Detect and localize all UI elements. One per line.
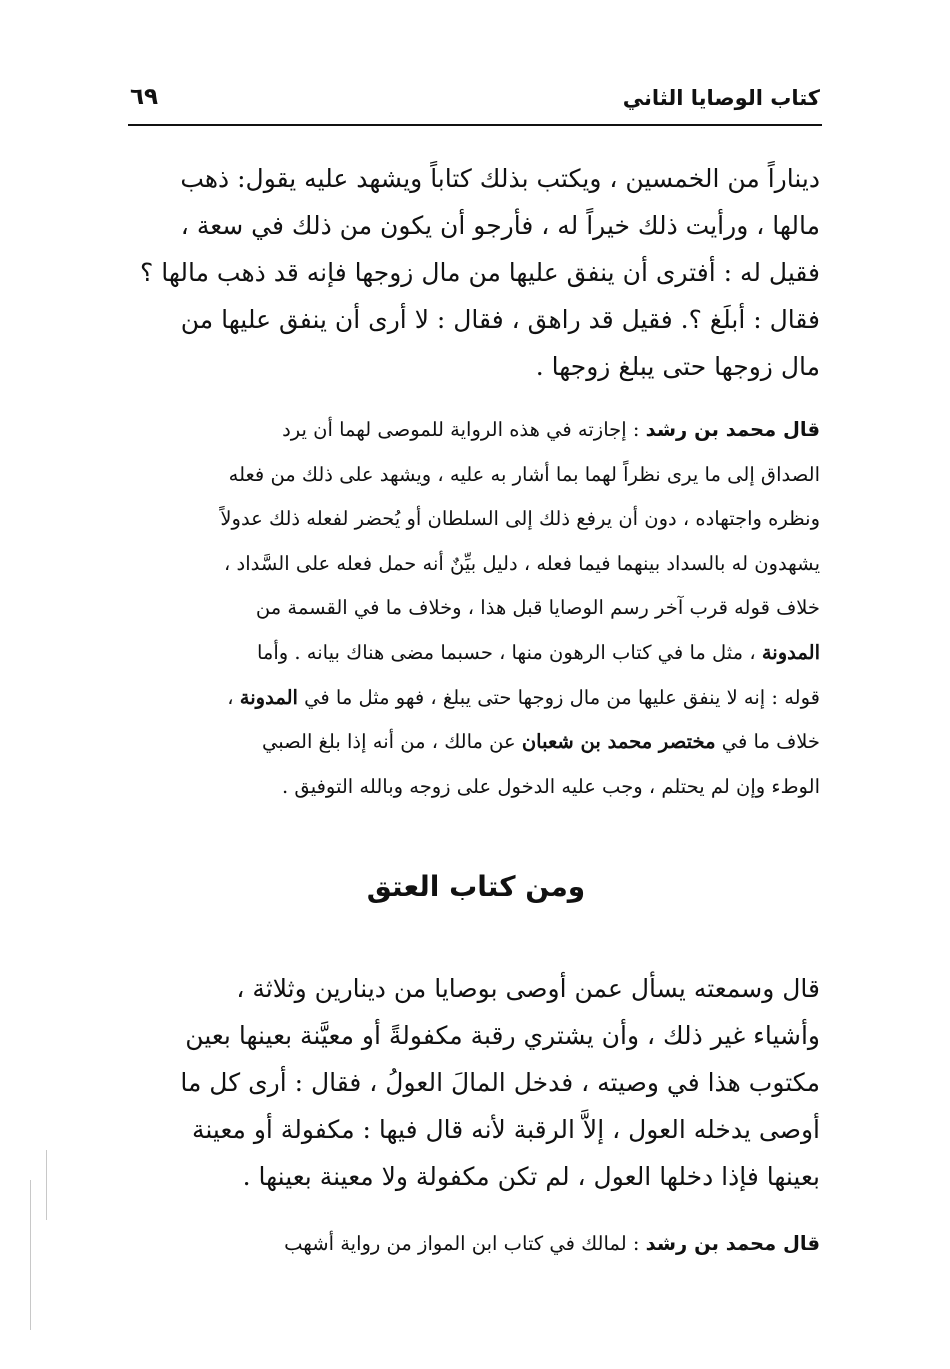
commentary-text: : لمالك في كتاب ابن المواز من رواية أشهب	[284, 1232, 646, 1255]
passage-line: قال وسمعته يسأل عمن أوصى بوصايا من دينارين وثلاثة ،	[236, 974, 820, 1003]
passage-line: ديناراً من الخمسين ، ويكتب بذلك كتاباً ويشهد عليه يقول: ذهب	[180, 164, 820, 193]
commentary-line: خلاف قوله قرب آخر رسم الوصايا قبل هذا ، وخلاف ما في القسمة من	[255, 596, 820, 620]
commentary-speaker: قال محمد بن رشد	[645, 418, 820, 441]
running-title: كتاب الوصايا الثاني	[622, 86, 820, 110]
commentary-line	[132, 1222, 820, 1267]
commentary-line	[132, 408, 820, 453]
commentary-speaker: قال محمد بن رشد	[645, 1232, 820, 1255]
commentary-block	[132, 1222, 820, 1267]
passage-line: وأشياء غير ذلك ، وأن يشتري رقبة مكفولةً أو معيَّنة بعينها بعين	[185, 1021, 820, 1050]
passage-line: مكتوب هذا في وصيته ، فدخل المالَ العولُ ، فقال : أرى كل ما	[180, 1068, 820, 1097]
running-header	[128, 84, 822, 126]
commentary-text: ، مثل ما في كتاب الرهون منها ، حسبما مضى هناك بيانه . وأما	[256, 640, 762, 664]
section-heading: ومن كتاب العتق	[366, 870, 586, 903]
scan-artifact-line	[30, 1180, 31, 1330]
page-number: ٦٩	[130, 84, 159, 110]
commentary-text: خلاف ما في	[715, 730, 820, 754]
passage-line: أوصى يدخله العول ، إلاَّ الرقبة لأنه قال فيها : مكفولة أو معينة	[191, 1115, 820, 1144]
commentary-line	[132, 676, 820, 721]
commentary-line	[132, 720, 820, 765]
passage-line: فقال : أبلَغ ؟. فقيل قد راهق ، فقال : لا أرى أن ينفق عليها من	[180, 305, 820, 334]
passage-block	[132, 965, 820, 1200]
passage-line: مالها ، ورأيت ذلك خيراً له ، فأرجو أن يكون من ذلك في سعة ،	[180, 211, 820, 240]
commentary-block	[132, 408, 820, 809]
commentary-line: ونظره واجتهاده ، دون أن يرفع ذلك إلى السلطان أو يُحضر لفعله ذلك عدولاً	[220, 507, 820, 531]
commentary-text: عن مالك ، من أنه إذا بلغ الصبي	[261, 730, 522, 754]
commentary-text: قوله : إنه لا ينفق عليها من مال زوجها حتى يبلغ ، فهو مثل ما في	[297, 685, 820, 709]
passage-line: مال زوجها حتى يبلغ زوجها .	[535, 352, 820, 381]
passage-line: بعينها فإذا دخلها العول ، لم تكن مكفولة ولا معينة بعينها .	[242, 1162, 820, 1191]
commentary-line: يشهدون له بالسداد بينهما فيما فعله ، دليل بيِّنٌ أنه حمل فعله على السَّداد ،	[224, 551, 820, 575]
book-title-reference: المدونة	[761, 640, 820, 664]
passage-line: فقيل له : أفترى أن ينفق عليها من مال زوجها فإنه قد ذهب مالها ؟	[140, 258, 820, 287]
commentary-line: الوطء وإن لم يحتلم ، وجب عليه الدخول على زوجه وبالله التوفيق .	[282, 774, 820, 798]
commentary-line: الصداق إلى ما يرى نظراً لهما بما أشار به عليه ، ويشهد على ذلك من فعله	[228, 462, 820, 486]
commentary-text: : إجازته في هذه الرواية للموصى لهما أن يرد	[282, 418, 646, 441]
commentary-text: ،	[227, 685, 240, 709]
book-title-reference: مختصر محمد بن شعبان	[521, 730, 716, 754]
book-title-reference: المدونة	[239, 685, 298, 709]
commentary-line	[132, 631, 820, 676]
passage-block	[132, 155, 820, 390]
scan-artifact-line	[46, 1150, 47, 1220]
